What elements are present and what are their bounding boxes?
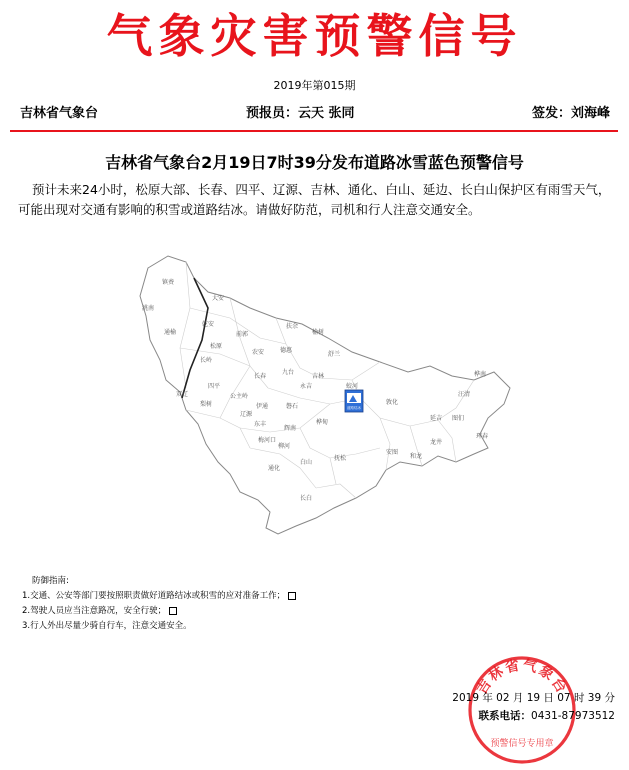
map-label-qianan: 乾安 — [202, 321, 215, 328]
map-label-yushu: 榆树 — [312, 329, 325, 336]
map-label-jiaohe: 蛟河 — [346, 383, 359, 390]
map-label-yitong: 伊通 — [256, 403, 269, 410]
map-label-fusong: 抚松 — [334, 455, 347, 462]
map-label-huadian: 桦甸 — [316, 419, 329, 426]
map-label-yanji: 延吉 — [430, 415, 443, 422]
guide-title: 防御指南: — [32, 576, 69, 586]
issue-number: 2019年第015期 — [273, 79, 356, 92]
meta-row — [20, 102, 610, 122]
map-label-shuangliao: 双辽 — [176, 391, 189, 398]
issuer-label: 签发： — [531, 106, 571, 121]
map-label-wangqing: 汪清 — [458, 391, 471, 398]
map-label-liaoyuan: 辽源 — [240, 411, 253, 418]
map-label-helong: 和龙 — [410, 453, 423, 460]
province-map-svg — [90, 248, 530, 548]
box-icon — [169, 607, 177, 615]
agency-name: 吉林省气象台 — [20, 106, 99, 121]
defense-guide — [22, 574, 582, 634]
map-label-huinan: 辉南 — [284, 425, 297, 432]
icon-caption: 道路结冰 — [347, 406, 361, 410]
map-label-changling: 长岭 — [200, 357, 213, 364]
seal-text: 吉林省气象台 — [473, 657, 571, 698]
forecaster-names: 云天 张同 — [298, 106, 355, 121]
map-label-lishu: 梨树 — [200, 401, 213, 408]
map-label-tongyu: 通榆 — [164, 329, 177, 336]
map-label-jilin: 吉林 — [312, 373, 325, 380]
map-label-baishan: 白山 — [300, 459, 313, 466]
map-label-siping: 四平 — [208, 383, 221, 390]
header-divider — [10, 130, 618, 132]
map-label-fuyu: 扶余 — [286, 323, 299, 330]
map-label-daan: 大安 — [212, 295, 225, 302]
map-label-changchun: 长春 — [254, 373, 267, 380]
warning-body: 预计未来24小时，松原大部、长春、四平、辽源、吉林、通化、白山、延边、长白山保护区有雨雪天气，可能出现对交通有影响的积雪或道路结冰。请做好防范，司机和行人注意交通安全。 — [18, 182, 611, 217]
issuer-info — [532, 102, 610, 121]
map-label-tumen: 图们 — [452, 415, 465, 422]
issuer-name: 刘海峰 — [570, 106, 610, 121]
province-map — [90, 248, 530, 548]
province-outline — [140, 256, 510, 534]
contact-label: 联系电话： — [478, 710, 532, 722]
map-label-changbai: 长白 — [300, 495, 313, 502]
map-label-taonan: 洮南 — [142, 305, 155, 312]
forecaster-info — [246, 102, 355, 121]
issued-datetime: 2019 年 02 月 19 日 07 时 39 分 — [452, 692, 615, 704]
box-icon — [288, 592, 296, 600]
map-label-nongan: 农安 — [252, 349, 265, 356]
forecaster-label: 预报员： — [246, 106, 299, 121]
seal-subtext: 预警信号专用章 — [490, 739, 554, 749]
map-label-panshi: 磐石 — [286, 403, 299, 410]
map-label-qianguo: 前郭 — [236, 331, 249, 338]
warning-headline: 吉林省气象台2月19日7时39分发布道路冰雪蓝色预警信号 — [105, 153, 524, 172]
contact-phone: 0431-87973512 — [531, 710, 615, 722]
map-label-huanan: 桦南 — [474, 371, 487, 378]
road-icing-warning-icon — [345, 390, 363, 412]
map-label-tonghua: 通化 — [268, 465, 281, 472]
guide-item: 3.行人外出尽量少骑自行车，注意交通安全。 — [22, 621, 192, 631]
map-label-dehui: 德惠 — [280, 347, 293, 354]
contact-info — [479, 708, 615, 723]
map-label-jiutai: 九台 — [282, 369, 295, 376]
guide-item: 2.驾驶人员应当注意路况，安全行驶； — [22, 604, 582, 619]
map-label-hunchun: 珲春 — [476, 433, 489, 440]
map-label-gongzhuling: 公主岭 — [230, 393, 249, 400]
map-label-dongfeng: 东丰 — [254, 421, 267, 428]
map-label-shulan: 舒兰 — [328, 351, 341, 358]
map-label-dunhua: 敦化 — [386, 399, 399, 406]
map-label-songyuan: 松原 — [210, 343, 223, 350]
banner-title: 气象灾害预警信号 — [106, 9, 523, 63]
map-label-meihekou: 梅河口 — [258, 437, 277, 444]
guide-item: 1.交通、公安等部门要按照职责做好道路结冰或积雪的应对准备工作； — [22, 589, 582, 604]
map-label-antu: 安图 — [386, 449, 399, 456]
map-label-yongji: 永吉 — [300, 383, 313, 390]
map-label-longjing: 龙井 — [430, 439, 443, 446]
map-label-liuhe: 柳河 — [278, 443, 291, 450]
map-label-zhenlai: 镇赉 — [162, 279, 175, 286]
